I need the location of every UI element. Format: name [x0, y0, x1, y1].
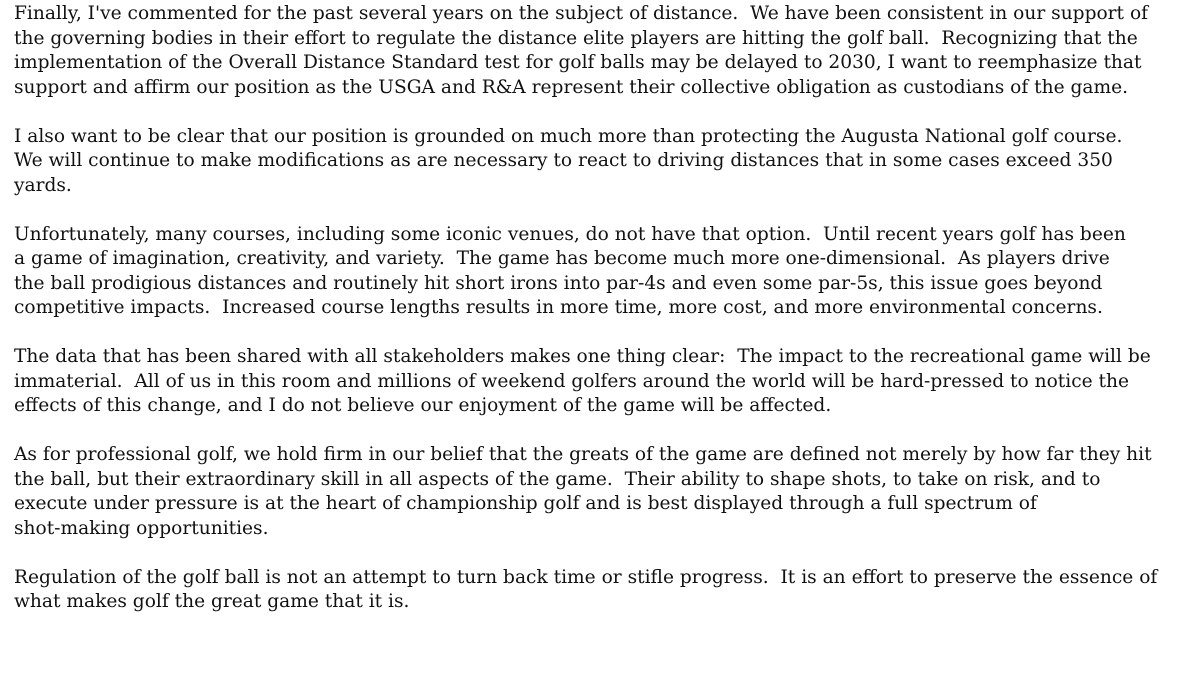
paragraph-line: Unfortunately, many courses, including some iconic venues, do not have that option. Until recent years golf has been	[14, 223, 1126, 245]
paragraph-line: The data that has been shared with all stakeholders makes one thing clear: The impact to the recreational game will be	[14, 346, 1151, 367]
paragraph-line: competitive impacts. Increased course lengths results in more time, more cost, and more environmental concerns.	[14, 297, 1103, 318]
paragraph-recreational-impact	[14, 345, 1194, 419]
paragraph-line: the ball, but their extraordinary skill in all aspects of the game. Their ability to shape shots, to take on risk, and to	[14, 468, 1101, 490]
paragraph-line: Regulation of the golf ball is not an attempt to turn back time or stifle progress. It is an effort to preserve the essence of	[14, 566, 1158, 588]
document-body	[14, 2, 1194, 639]
paragraph-line: support and affirm our position as the USGA and R&A represent their collective obligation as custodians of the game.	[14, 76, 1129, 98]
paragraph-line: yards.	[14, 174, 72, 196]
paragraph-line: We will continue to make modifications as are necessary to react to driving distances that in some cases exceed 350	[14, 150, 1113, 171]
paragraph-line: a game of imagination, creativity, and variety. The game has become much more one-dimensional. As players drive	[14, 248, 1110, 269]
paragraph-line: I also want to be clear that our position is grounded on much more than protecting the Augusta National golf course.	[14, 125, 1123, 147]
paragraph-professional-golf	[14, 443, 1194, 541]
paragraph-line: the ball prodigious distances and routinely hit short irons into par-4s and even some par-5s, this issue goes beyond	[14, 272, 1103, 294]
paragraph-line: shot-making opportunities.	[14, 517, 269, 539]
paragraph-line: Finally, I've commented for the past several years on the subject of distance. We have been consistent in our support of	[14, 3, 1149, 24]
paragraph-distance-support	[14, 2, 1194, 100]
paragraph-line: execute under pressure is at the heart of championship golf and is best displayed through a full spectrum of	[14, 493, 1037, 514]
paragraph-line: effects of this change, and I do not believe our enjoyment of the game will be affected.	[14, 395, 832, 416]
paragraph-other-courses	[14, 223, 1194, 321]
paragraph-regulation-conclusion	[14, 566, 1194, 615]
paragraph-line: As for professional golf, we hold firm in our belief that the greats of the game are defined not merely by how far they hit	[14, 444, 1152, 465]
paragraph-line: what makes golf the great game that it is.	[14, 591, 410, 612]
paragraph-line: implementation of the Overall Distance Standard test for golf balls may be delayed to 2030, I want to reemphasize that	[14, 52, 1142, 73]
paragraph-augusta-position	[14, 125, 1194, 199]
paragraph-line: the governing bodies in their effort to regulate the distance elite players are hitting the golf ball. Recognizing that the	[14, 27, 1138, 49]
paragraph-line: immaterial. All of us in this room and millions of weekend golfers around the world will be hard-pressed to notice the	[14, 370, 1129, 392]
